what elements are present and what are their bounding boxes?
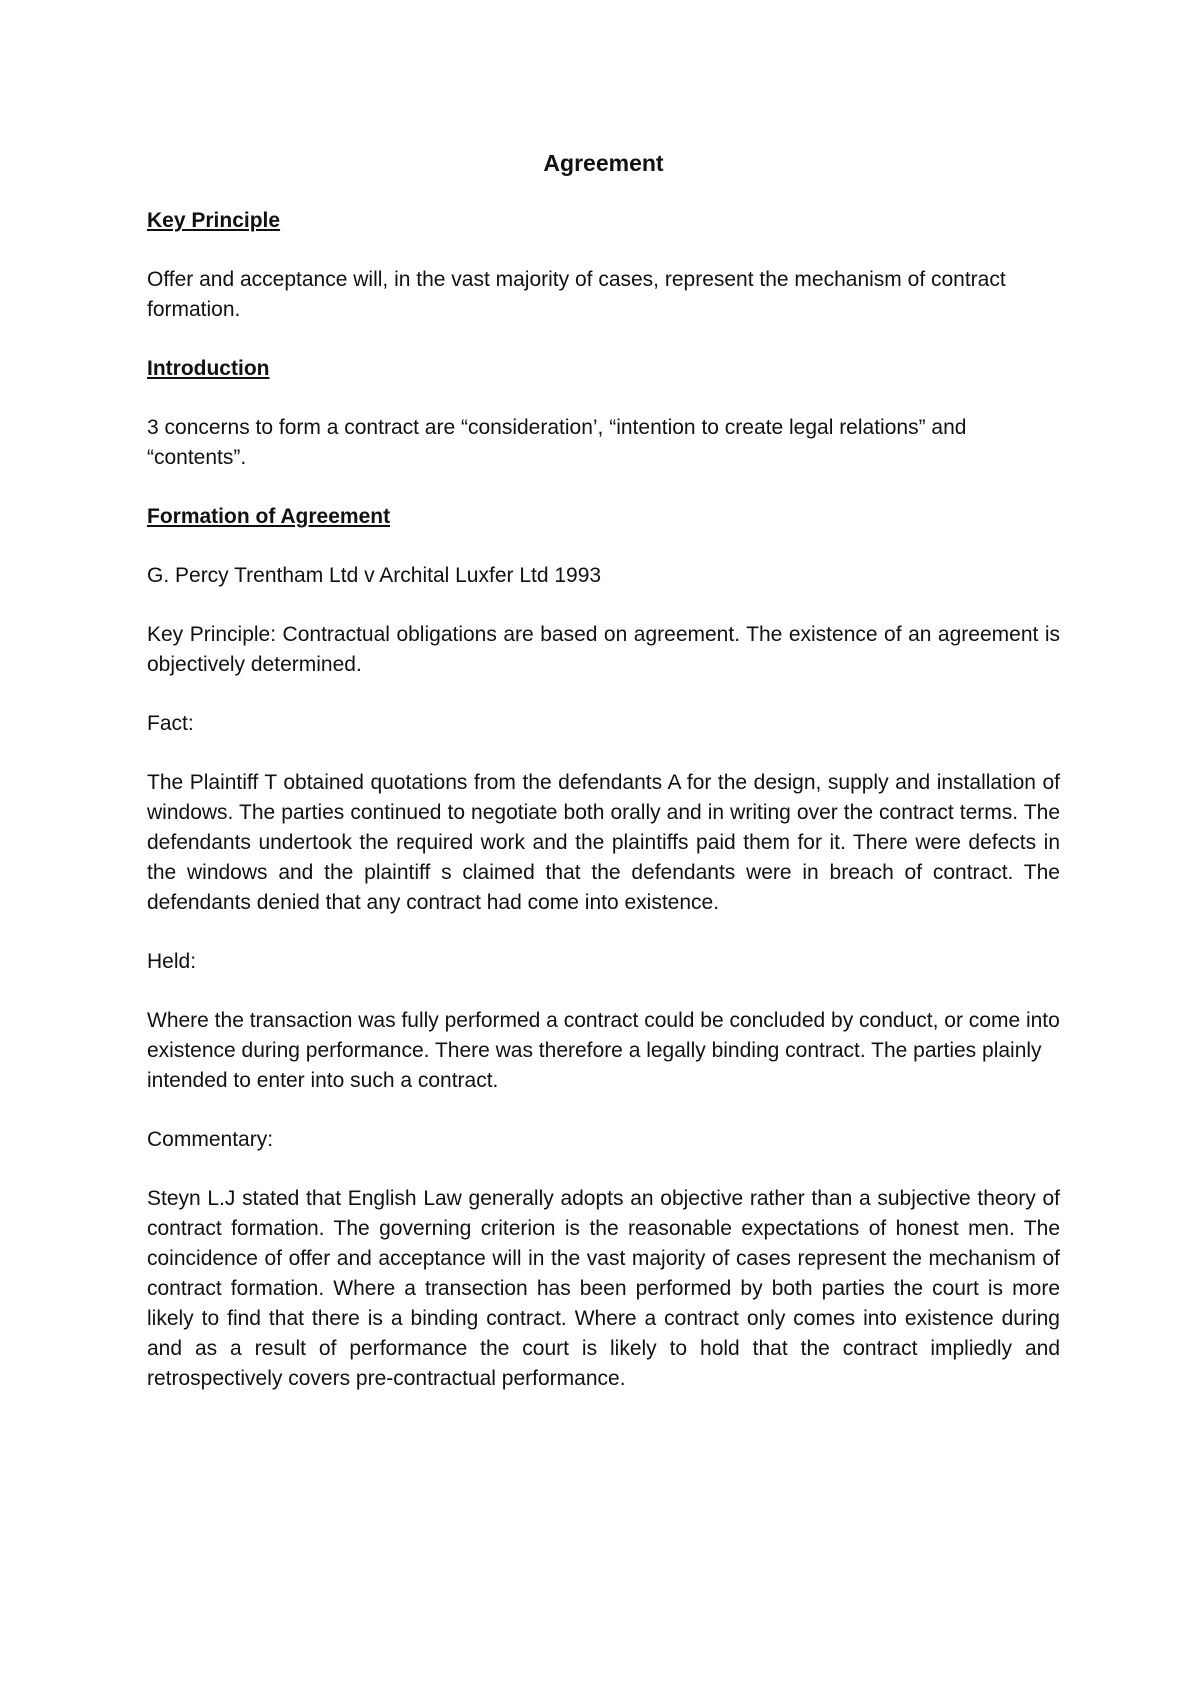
- commentary-text: Steyn L.J stated that English Law generally adopts an objective rather than a subjective theory of contract formation. The governing criterion is the reasonable expectations of honest men. The coincidence of offer and acceptance will in the vast majority of cases represent the mechanism of contract formation. Where a transection has been performed by both parties the court is more likely to find that there is a binding contract. Where a contract only comes into existence during and as a result of performance the court is likely to hold that the contract impliedly and retrospectively covers pre-contractual performance.: [147, 1187, 1060, 1390]
- document-body: [147, 148, 1060, 1423]
- commentary-label: Commentary:: [147, 1128, 274, 1151]
- fact-text: The Plaintiff T obtained quotations from the defendants A for the design, supply and installation of windows. The parties continued to negotiate both orally and in writing over the contract terms. The defendants undertook the required work and the plaintiffs paid them for it. There were defects in the windows and the plaintiff s claimed that the defendants were in breach of contract. The defendants denied that any contract had come into existence.: [147, 771, 1060, 914]
- case-name: G. Percy Trentham Ltd v Archital Luxfer Ltd 1993: [147, 564, 602, 587]
- heading-formation-of-agreement: Formation of Agreement: [147, 505, 391, 528]
- key-principle-text: Offer and acceptance will, in the vast majority of cases, represent the mechanism of contract formation.: [147, 268, 1006, 321]
- held-text: Where the transaction was fully performed a contract could be concluded by conduct, or come into existence during performance. There was therefore a legally binding contract. The parties plainly intended to enter into such a contract.: [147, 1009, 1060, 1092]
- held-label: Held:: [147, 950, 197, 973]
- heading-key-principle: Key Principle: [147, 209, 281, 232]
- introduction-text: 3 concerns to form a contract are “consideration’, “intention to create legal relations” and “contents”.: [147, 416, 967, 469]
- document-title: Agreement: [543, 150, 664, 176]
- heading-introduction: Introduction: [147, 357, 270, 380]
- case-key-principle: Key Principle: Contractual obligations are based on agreement. The existence of an agreement is objectively determined.: [147, 623, 1060, 676]
- fact-label: Fact:: [147, 712, 194, 735]
